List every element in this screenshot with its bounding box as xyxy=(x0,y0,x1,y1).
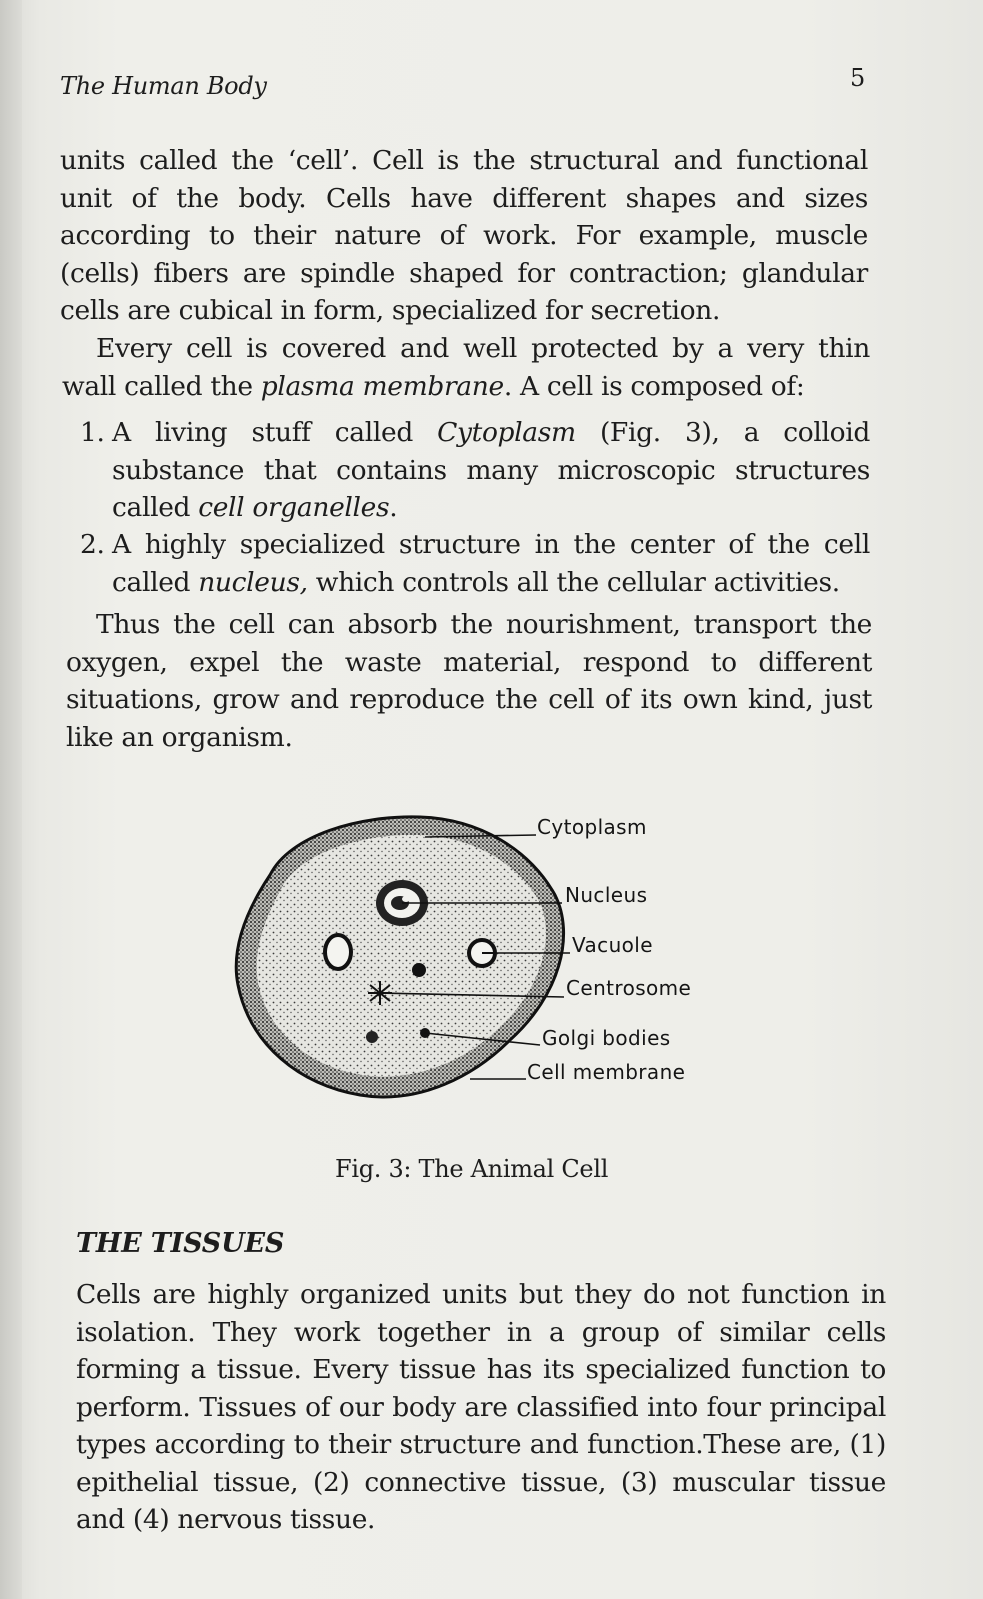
list-text-part: A highly specialized structure in the center of the cell called xyxy=(112,529,870,598)
paragraph-cell-functions: Thus the cell can absorb the nourishment, transport the oxygen, expel the waste material, respond to different situations, grow and reproduce the cell of its own kind, just like an organism. xyxy=(66,609,872,753)
figure-caption: Fig. 3: The Animal Cell xyxy=(335,1155,609,1183)
label-vacuole: Vacuole xyxy=(572,933,653,957)
list-text-part: (Fig. 3), a colloid substance that contains many microscopic structures called xyxy=(112,417,870,523)
list-text-part: . xyxy=(389,492,398,523)
vacuole-left xyxy=(325,935,351,969)
para2-term: plasma membrane xyxy=(260,370,504,402)
list-item-cytoplasm xyxy=(80,414,870,527)
list-item-nucleus xyxy=(80,526,870,601)
list-number: 2. xyxy=(80,529,105,560)
label-centrosome: Centrosome xyxy=(566,976,692,1000)
para2-start: Every cell is covered and well protected by a very thin wall called the xyxy=(62,333,870,402)
list-term-organelles: cell organelles xyxy=(198,492,390,523)
list-term-nucleus: nucleus, xyxy=(198,566,308,598)
page-gutter xyxy=(0,0,22,1599)
list-term-cytoplasm: Cytoplasm xyxy=(437,417,576,448)
small-body xyxy=(366,1031,378,1043)
paragraph-tissues: Cells are highly organized units but they do not function in isolation. They work together in a group of similar cells forming a tissue. Every tissue has its specialized function to perform. Tissues of our body are classified into four principal types according to their structure and function.These are, (1) epithelial tissue, (2) connective tissue, (3) muscular tissue and (4) nervous tissue. xyxy=(76,1279,886,1535)
running-title: The Human Body xyxy=(60,72,267,100)
label-cell-membrane: Cell membrane xyxy=(527,1060,686,1084)
list-text xyxy=(80,414,870,527)
animal-cell-figure xyxy=(230,805,710,1115)
label-cytoplasm: Cytoplasm xyxy=(537,815,647,839)
paragraph-cell-composition xyxy=(62,330,870,405)
para2-end: . A cell is composed of: xyxy=(503,370,805,402)
list-text xyxy=(80,526,870,601)
list-number: 1. xyxy=(80,417,105,448)
list-text-part: which controls all the cellular activities. xyxy=(307,566,840,598)
page-number: 5 xyxy=(850,64,866,92)
label-golgi-bodies: Golgi bodies xyxy=(542,1026,671,1050)
label-nucleus: Nucleus xyxy=(565,883,648,907)
section-heading: THE TISSUES xyxy=(76,1228,285,1259)
list-text-part: A living stuff called xyxy=(112,417,438,448)
paragraph-cell-intro: units called the ‘cell’. Cell is the structural and functional unit of the body. Cells have different shapes and sizes according to their nature of work. For example, muscle (cells) fibers are spindle shaped for contraction; glandular cells are cubical in form, specialized for secretion. xyxy=(60,145,868,326)
dark-body xyxy=(412,963,426,977)
